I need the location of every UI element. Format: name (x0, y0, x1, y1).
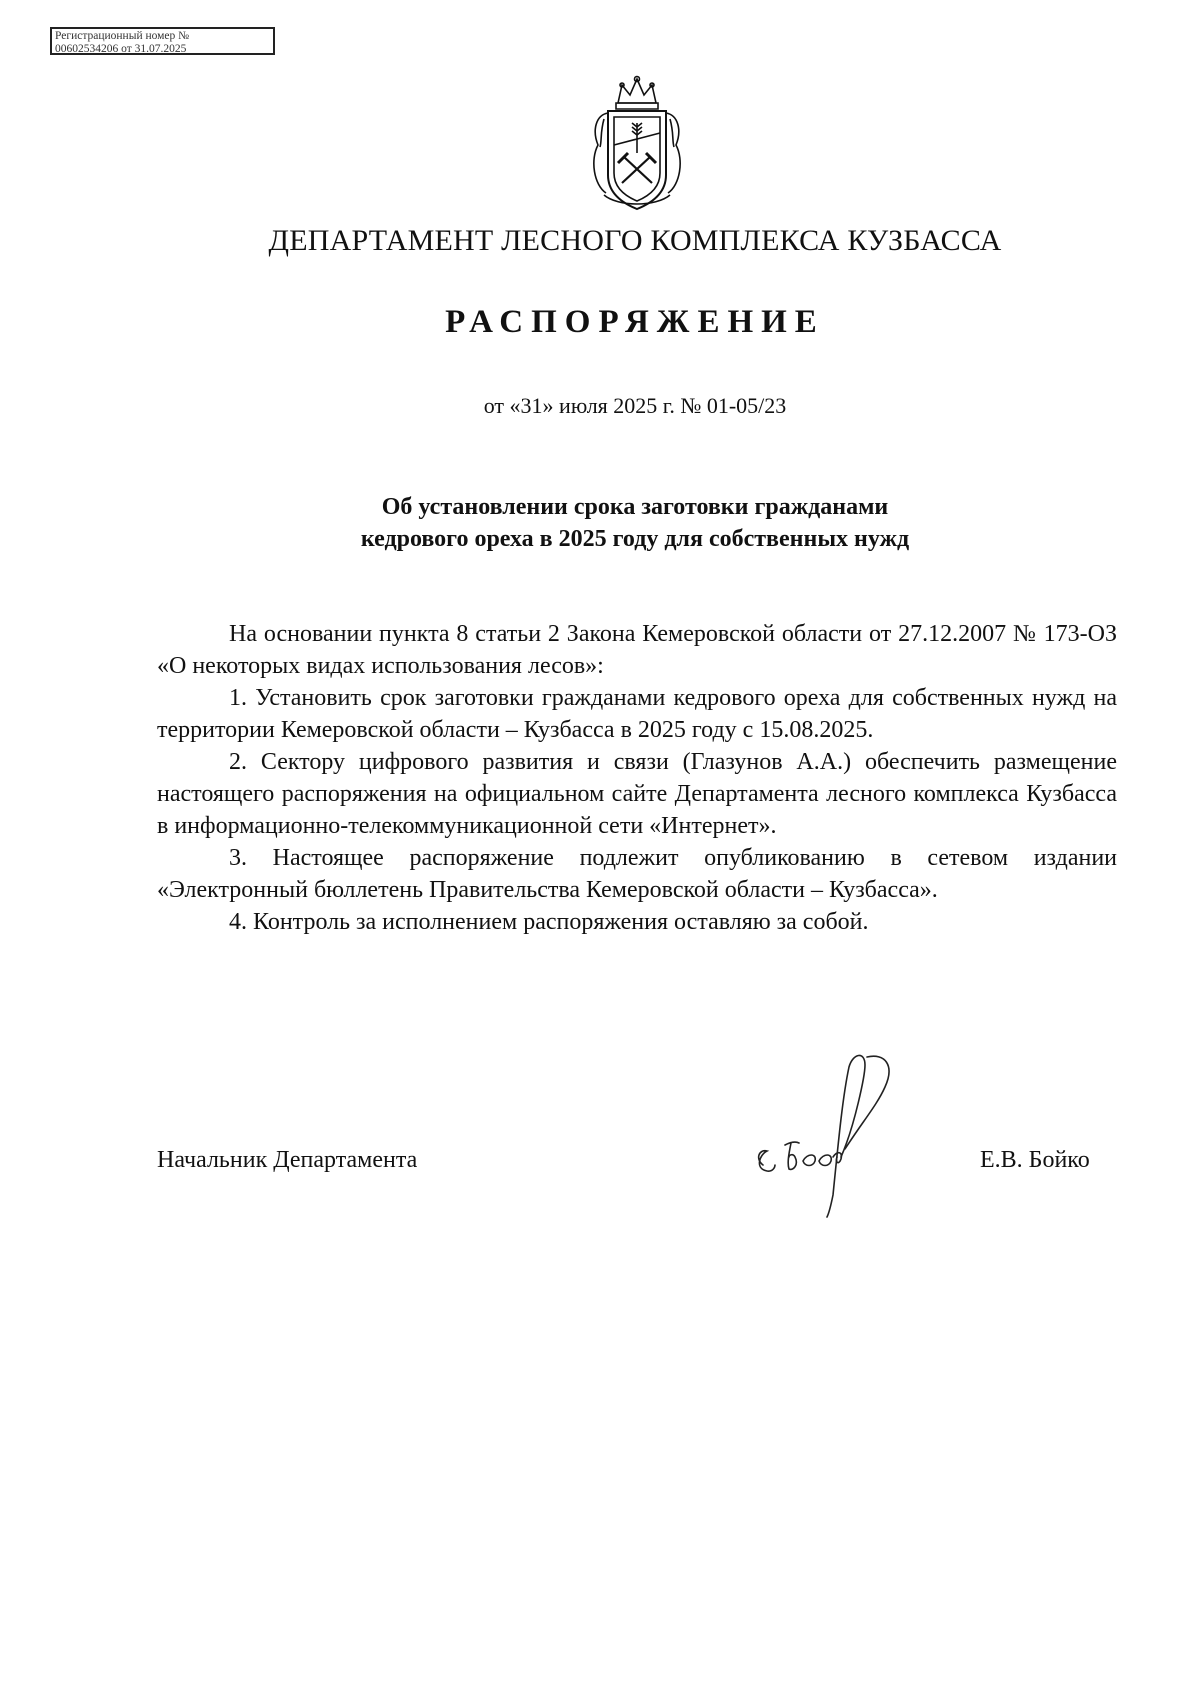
order-item-1: 1. Установить срок заготовки гражданами кедрового ореха для собственных нужд на территории Кемеровской области – Кузбасса в 2025 году с 15.08.2025. (157, 685, 1117, 743)
registration-stamp (50, 27, 275, 55)
signatory-position: Начальник Департамента (157, 1147, 418, 1173)
preamble-paragraph: На основании пункта 8 статьи 2 Закона Кемеровской области от 27.12.2007 № 173-ОЗ «О некоторых видах использования лесов»: (157, 621, 1117, 679)
handwritten-signature-icon (745, 1045, 955, 1225)
department-name: ДЕПАРТАМЕНТ ЛЕСНОГО КОМПЛЕКСА КУЗБАССА (268, 224, 1002, 257)
order-item-2: 2. Сектору цифрового развития и связи (Глазунов А.А.) обеспечить размещение настоящего распоряжения на официальном сайте Департамента лесного комплекса Кузбасса в информационно-телекоммуникационной сети «Интернет». (157, 749, 1117, 839)
subject-line-1: Об установлении срока заготовки гражданами (381, 494, 889, 520)
order-item-4: 4. Контроль за исполнением распоряжения оставляю за собой. (229, 909, 869, 935)
order-item-3: 3. Настоящее распоряжение подлежит опубликованию в сетевом издании «Электронный бюллетень Правительства Кемеровской области – Кузбасса». (157, 845, 1117, 903)
order-body (157, 618, 1117, 938)
signatory-name: Е.В. Бойко (980, 1147, 1090, 1173)
subject-line-2: кедрового ореха в 2025 году для собственных нужд (360, 526, 910, 552)
kuzbass-coat-of-arms-icon (578, 75, 696, 213)
registration-number-value: 00602534206 от 31.07.2025 (55, 43, 187, 55)
order-date-number: от «31» июля 2025 г. № 01-05/23 (483, 393, 787, 418)
document-type-title: РАСПОРЯЖЕНИЕ (445, 304, 825, 340)
order-subject (0, 491, 1200, 555)
registration-number-label: Регистрационный номер № (55, 30, 190, 42)
